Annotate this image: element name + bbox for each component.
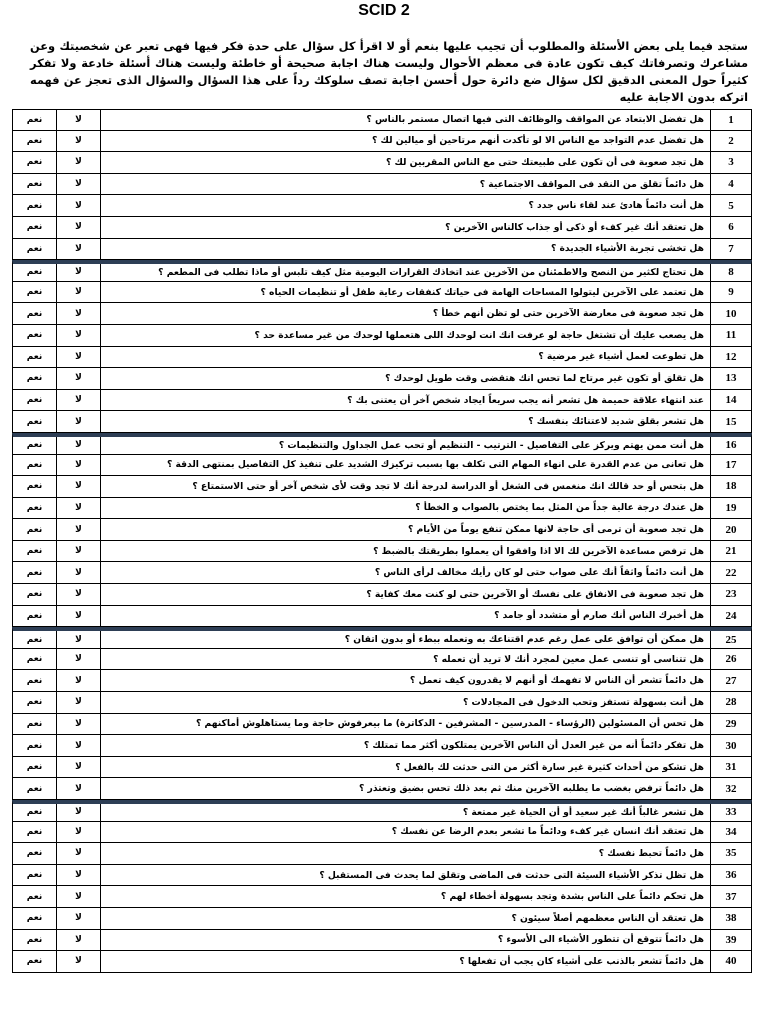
question-number: 7 xyxy=(728,242,734,255)
question-number: 16 xyxy=(725,439,737,452)
question-number: 38 xyxy=(725,912,737,925)
answer-no-option[interactable]: لا xyxy=(57,217,101,238)
question-row xyxy=(12,562,752,584)
question-text: هل تفضل الابتعاد عن المواقف والوظائف التى فيها اتصال مستمر بالناس ؟ xyxy=(101,110,711,130)
answer-no-option[interactable]: لا xyxy=(57,606,101,627)
answer-no-option[interactable]: لا xyxy=(57,584,101,605)
question-text: هل تشعر بقلق شديد لاعتنائك بنفسك ؟ xyxy=(101,411,711,432)
answer-yes-option[interactable]: نعم xyxy=(13,131,57,152)
question-text: هل تحس أن المسئولين (الرؤساء - المدرسين - المشرفين - الدكاترة) ما بيعرفوش حاجة وما يستاهلوش أماكنهم ؟ xyxy=(101,714,711,735)
question-row xyxy=(12,303,752,325)
question-row xyxy=(12,778,752,800)
question-number: 3 xyxy=(728,156,734,169)
answer-yes-option[interactable]: نعم xyxy=(13,282,57,303)
answer-no-option[interactable]: لا xyxy=(57,239,101,260)
question-row xyxy=(12,627,752,649)
answer-no-option[interactable]: لا xyxy=(57,455,101,476)
answer-yes-option[interactable]: نعم xyxy=(13,951,57,972)
answer-no-option[interactable]: لا xyxy=(57,804,101,821)
answer-no-option[interactable]: لا xyxy=(57,264,101,281)
answer-no-option[interactable]: لا xyxy=(57,110,101,130)
answer-no-option[interactable]: لا xyxy=(57,778,101,799)
question-row xyxy=(12,670,752,692)
question-text: هل تعتقد أنك انسان غير كفء ودائماً ما تشعر بعدم الرضا عن نفسك ؟ xyxy=(101,822,711,843)
answer-no-option[interactable]: لا xyxy=(57,908,101,929)
question-row xyxy=(12,908,752,930)
answer-no-option[interactable]: لا xyxy=(57,195,101,216)
question-text: هل تجد صعوبة فى معارضة الآخرين حتى لو تظن أنهم خطأ ؟ xyxy=(101,303,711,324)
answer-yes-option[interactable]: نعم xyxy=(13,714,57,735)
question-number: 31 xyxy=(725,761,737,774)
question-number: 8 xyxy=(728,266,734,279)
question-number: 9 xyxy=(728,286,734,299)
question-text: هل تجد صعوبة فى الانفاق على نفسك أو الآخرين حتى لو كنت معك كفاية ؟ xyxy=(101,584,711,605)
question-number: 40 xyxy=(725,955,737,968)
question-row xyxy=(12,368,752,390)
question-row xyxy=(12,325,752,347)
answer-no-option[interactable]: لا xyxy=(57,843,101,864)
answer-yes-option[interactable]: نعم xyxy=(13,110,57,130)
answer-yes-option[interactable]: نعم xyxy=(13,822,57,843)
question-row xyxy=(12,347,752,369)
question-row xyxy=(12,541,752,563)
question-row xyxy=(12,886,752,908)
answer-yes-option[interactable]: نعم xyxy=(13,519,57,540)
answer-yes-option[interactable]: نعم xyxy=(13,757,57,778)
question-text: هل تشكو من أحداث كثيرة غير سارة أكثر من التى حدثت لك بالفعل ؟ xyxy=(101,757,711,778)
question-text: هل دائماً تحبط نفسك ؟ xyxy=(101,843,711,864)
question-row xyxy=(12,692,752,714)
answer-no-option[interactable]: لا xyxy=(57,390,101,411)
answer-no-option[interactable]: لا xyxy=(57,649,101,670)
answer-no-option[interactable]: لا xyxy=(57,347,101,368)
answer-yes-option[interactable]: نعم xyxy=(13,649,57,670)
question-row xyxy=(12,433,752,455)
question-row xyxy=(12,606,752,628)
answer-yes-option[interactable]: نعم xyxy=(13,411,57,432)
question-text: هل تخشى تجربة الأشياء الجديدة ؟ xyxy=(101,239,711,260)
question-number: 29 xyxy=(725,717,737,730)
question-text: هل أنت ممن يهتم ويركز على التفاصيل - الترتيب - التنظيم أو تحب عمل الجداول والتنظيمات ؟ xyxy=(101,437,711,454)
answer-no-option[interactable]: لا xyxy=(57,865,101,886)
question-row xyxy=(12,152,752,174)
answer-no-option[interactable]: لا xyxy=(57,303,101,324)
answer-yes-option[interactable]: نعم xyxy=(13,325,57,346)
answer-no-option[interactable]: لا xyxy=(57,670,101,691)
answer-no-option[interactable]: لا xyxy=(57,930,101,951)
question-row xyxy=(12,498,752,520)
question-text: هل تظل تذكر الأشياء السيئة التى حدثت فى الماضى وتقلق لما يحدث فى المستقبل ؟ xyxy=(101,865,711,886)
question-number: 24 xyxy=(725,609,737,622)
question-number: 25 xyxy=(725,633,737,646)
question-number: 23 xyxy=(725,588,737,601)
answer-yes-option[interactable]: نعم xyxy=(13,778,57,799)
question-number: 22 xyxy=(725,566,737,579)
question-number: 5 xyxy=(728,199,734,212)
question-text: هل دائماً تتوقع أن تتطور الأشياء الى الأسوء ؟ xyxy=(101,930,711,951)
question-row xyxy=(12,519,752,541)
answer-yes-option[interactable]: نعم xyxy=(13,843,57,864)
answer-yes-option[interactable]: نعم xyxy=(13,670,57,691)
answer-no-option[interactable]: لا xyxy=(57,131,101,152)
question-row xyxy=(12,390,752,412)
question-text: هل عندك درجة عالية جداً من المثل بما يختص بالصواب و الخطأ ؟ xyxy=(101,498,711,519)
answer-no-option[interactable]: لا xyxy=(57,174,101,195)
question-number: 32 xyxy=(725,782,737,795)
question-text: هل دائماً تشعر أن الناس لا تفهمك أو أنهم لا يقدرون كيف تعمل ؟ xyxy=(101,670,711,691)
question-row xyxy=(12,930,752,952)
question-text: هل تشعر غالباً أنك غير سعيد أو أن الحياة غير ممتعة ؟ xyxy=(101,804,711,821)
answer-yes-option[interactable]: نعم xyxy=(13,606,57,627)
question-number: 15 xyxy=(725,415,737,428)
question-number: 36 xyxy=(725,869,737,882)
question-text: هل أنت دائماً واثقاً أنك على صواب حتى لو كان رأيك مخالف لرأى الناس ؟ xyxy=(101,562,711,583)
answer-yes-option[interactable]: نعم xyxy=(13,303,57,324)
question-number: 19 xyxy=(725,501,737,514)
answer-no-option[interactable]: لا xyxy=(57,368,101,389)
question-row xyxy=(12,131,752,153)
answer-yes-option[interactable]: نعم xyxy=(13,735,57,756)
answer-yes-option[interactable]: نعم xyxy=(13,239,57,260)
question-number: 28 xyxy=(725,696,737,709)
question-number: 1 xyxy=(728,113,734,126)
question-number: 35 xyxy=(725,847,737,860)
question-row xyxy=(12,649,752,671)
question-number: 20 xyxy=(725,523,737,536)
question-number: 18 xyxy=(725,480,737,493)
question-row xyxy=(12,260,752,282)
question-row xyxy=(12,843,752,865)
question-text: هل تحكم دائماً على الناس بشدة وتجد بسهولة أخطاء لهم ؟ xyxy=(101,886,711,907)
answer-yes-option[interactable]: نعم xyxy=(13,930,57,951)
answer-yes-option[interactable]: نعم xyxy=(13,865,57,886)
answer-yes-option[interactable]: نعم xyxy=(13,152,57,173)
answer-no-option[interactable]: لا xyxy=(57,282,101,303)
question-text: هل يصعب عليك أن تشتغل حاجة لو عرفت انك انت لوحدك اللى هتعملها لوحدك من غير مساعدة حد ؟ xyxy=(101,325,711,346)
question-number: 34 xyxy=(725,825,737,838)
question-text: هل أنت دائماً هادئ عند لقاء ناس جدد ؟ xyxy=(101,195,711,216)
answer-yes-option[interactable]: نعم xyxy=(13,886,57,907)
question-row xyxy=(12,217,752,239)
answer-yes-option[interactable]: نعم xyxy=(13,498,57,519)
question-row xyxy=(12,174,752,196)
question-text: هل تفكر دائماً أنه من غير العدل أن الناس الآخرين يمتلكون أكثر مما تمتلك ؟ xyxy=(101,735,711,756)
answer-no-option[interactable]: لا xyxy=(57,541,101,562)
answer-yes-option[interactable]: نعم xyxy=(13,562,57,583)
question-text: هل تفضل عدم التواجد مع الناس الا لو تأكدت أنهم مرتاحين أو ميالين لك ؟ xyxy=(101,131,711,152)
answer-yes-option[interactable]: نعم xyxy=(13,217,57,238)
answer-yes-option[interactable]: نعم xyxy=(13,195,57,216)
answer-yes-option[interactable]: نعم xyxy=(13,347,57,368)
question-number: 39 xyxy=(725,933,737,946)
question-text: هل بتحس أو حد قالك انك منغمس فى الشغل أو الدراسة لدرجة أنك لا تجد وقت لأى شخص آخر أو حتى الاستمتاع ؟ xyxy=(101,476,711,497)
question-number: 14 xyxy=(725,394,737,407)
question-number: 27 xyxy=(725,674,737,687)
question-number: 2 xyxy=(728,134,734,147)
question-text: هل تعتقد أنك غير كفء أو ذكى أو جذاب كالناس الآخرين ؟ xyxy=(101,217,711,238)
answer-no-option[interactable]: لا xyxy=(57,822,101,843)
answer-no-option[interactable]: لا xyxy=(57,476,101,497)
question-text: هل تحتاج لكثير من النصح والاطمئنان من الآخرين عند اتخاذك القرارات اليومية مثل كيف تلبس أو ماذا تطلب فى المطعم ؟ xyxy=(101,264,711,281)
answer-no-option[interactable]: لا xyxy=(57,714,101,735)
question-text: هل ممكن أن توافق على عمل رغم عدم اقتناعك به وتعمله ببطء أو بدون اتقان ؟ xyxy=(101,631,711,648)
question-row xyxy=(12,195,752,217)
answer-no-option[interactable]: لا xyxy=(57,735,101,756)
question-row xyxy=(12,282,752,304)
question-row xyxy=(12,239,752,261)
answer-yes-option[interactable]: نعم xyxy=(13,804,57,821)
answer-yes-option[interactable]: نعم xyxy=(13,455,57,476)
question-text: هل تجد صعوبة فى أن تكون على طبيعتك حتى مع الناس المقربين لك ؟ xyxy=(101,152,711,173)
question-text: هل دائماً تقلق من النقد فى المواقف الاجتماعية ؟ xyxy=(101,174,711,195)
question-text: هل تعانى من عدم القدرة على انهاء المهام التى تكلف بها بسبب تركيزك الشديد على تنفيذ كل التفاصيل بمنتهى الدقة ؟ xyxy=(101,455,711,476)
question-number: 37 xyxy=(725,890,737,903)
question-row xyxy=(12,822,752,844)
question-row xyxy=(12,714,752,736)
answer-yes-option[interactable]: نعم xyxy=(13,437,57,454)
answer-no-option[interactable]: لا xyxy=(57,411,101,432)
question-number: 17 xyxy=(725,458,737,471)
answer-no-option[interactable]: لا xyxy=(57,437,101,454)
answer-no-option[interactable]: لا xyxy=(57,951,101,972)
question-number: 12 xyxy=(725,350,737,363)
answer-yes-option[interactable]: نعم xyxy=(13,541,57,562)
question-number: 11 xyxy=(725,329,737,342)
answer-no-option[interactable]: لا xyxy=(57,562,101,583)
question-text: عند انتهاء علاقة حميمة هل تشعر أنه يجب سريعاً ايجاد شخص آخر أن يعتنى بك ؟ xyxy=(101,390,711,411)
answer-yes-option[interactable]: نعم xyxy=(13,368,57,389)
question-number: 30 xyxy=(725,739,737,752)
answer-no-option[interactable]: لا xyxy=(57,325,101,346)
question-row xyxy=(12,109,752,131)
question-text: هل تطوعت لعمل أشياء غير مرضية ؟ xyxy=(101,347,711,368)
answer-yes-option[interactable]: نعم xyxy=(13,584,57,605)
answer-yes-option[interactable]: نعم xyxy=(13,390,57,411)
question-row xyxy=(12,865,752,887)
question-row xyxy=(12,757,752,779)
question-row xyxy=(12,455,752,477)
answer-no-option[interactable]: لا xyxy=(57,692,101,713)
answer-no-option[interactable]: لا xyxy=(57,519,101,540)
question-row xyxy=(12,800,752,822)
answer-yes-option[interactable]: نعم xyxy=(13,264,57,281)
answer-yes-option[interactable]: نعم xyxy=(13,476,57,497)
question-text: هل دائماً ترفض بغضب ما يطلبه الآخرين منك ثم بعد ذلك تحس بضيق وتعتذر ؟ xyxy=(101,778,711,799)
question-text: هل دائماً تشعر بالذنب على أشياء كان يجب أن تفعلها ؟ xyxy=(101,951,711,972)
question-number: 13 xyxy=(725,372,737,385)
question-row xyxy=(12,476,752,498)
question-text: هل أنت بسهولة تستفز وتحب الدخول فى المجادلات ؟ xyxy=(101,692,711,713)
question-number: 26 xyxy=(725,653,737,666)
question-number: 21 xyxy=(725,545,737,558)
question-text: هل تعتقد أن الناس معظمهم أصلاً سيئون ؟ xyxy=(101,908,711,929)
answer-no-option[interactable]: لا xyxy=(57,757,101,778)
question-text: هل تقلق أو تكون غير مرتاح لما تحس انك هتقضى وقت طويل لوحدك ؟ xyxy=(101,368,711,389)
question-number: 4 xyxy=(728,178,734,191)
answer-no-option[interactable]: لا xyxy=(57,631,101,648)
question-row xyxy=(12,735,752,757)
question-text: هل تعتمد على الآخرين ليتولوا المساحات الهامة فى حياتك كنفقات رعاية طفل أو تنظيمات الحياه ؟ xyxy=(101,282,711,303)
question-row xyxy=(12,951,752,973)
question-text: هل أخبرك الناس أنك صارم أو متشدد أو جامد ؟ xyxy=(101,606,711,627)
question-row xyxy=(12,584,752,606)
answer-yes-option[interactable]: نعم xyxy=(13,908,57,929)
question-text: هل تتناسى أو تنسى عمل معين لمجرد أنك لا تريد أن تعمله ؟ xyxy=(101,649,711,670)
question-number: 6 xyxy=(728,221,734,234)
question-row xyxy=(12,411,752,433)
answer-no-option[interactable]: لا xyxy=(57,152,101,173)
answer-yes-option[interactable]: نعم xyxy=(13,631,57,648)
question-text: هل ترفض مساعدة الآخرين لك الا اذا وافقوا أن يعملوا بطريقتك بالضبط ؟ xyxy=(101,541,711,562)
answer-yes-option[interactable]: نعم xyxy=(13,174,57,195)
answer-no-option[interactable]: لا xyxy=(57,886,101,907)
question-number: 33 xyxy=(725,806,737,819)
answer-no-option[interactable]: لا xyxy=(57,498,101,519)
questionnaire-table xyxy=(12,109,752,973)
question-number: 10 xyxy=(725,307,737,320)
page-title: SCID 2 xyxy=(358,2,410,19)
answer-yes-option[interactable]: نعم xyxy=(13,692,57,713)
question-text: هل تجد صعوبة أن ترمى أى حاجة لانها ممكن تنفع يوماً من الأيام ؟ xyxy=(101,519,711,540)
instructions-paragraph: ستجد فيما يلى بعض الأسئلة والمطلوب أن تجيب عليها بنعم أو لا اقرأ كل سؤال على حدة فكر فيها فهى تعبر عن شخصيتك وعن مشاعرك وتصرفاتك كيف تكون عادة فى معظم الأحوال وليست هناك اجابة صحيحة أو خاطئة وليست هناك أسئلة خادعة ولا تفكر كثيراً حول المعنى الدقيق لكل سؤال ضع دائرة حول أحسن اجابة تصف سلوكك رداً على هذا السؤال والسؤال الذى تعجز عن فهمه اتركه بدون الاجابة عليه xyxy=(30,39,748,104)
